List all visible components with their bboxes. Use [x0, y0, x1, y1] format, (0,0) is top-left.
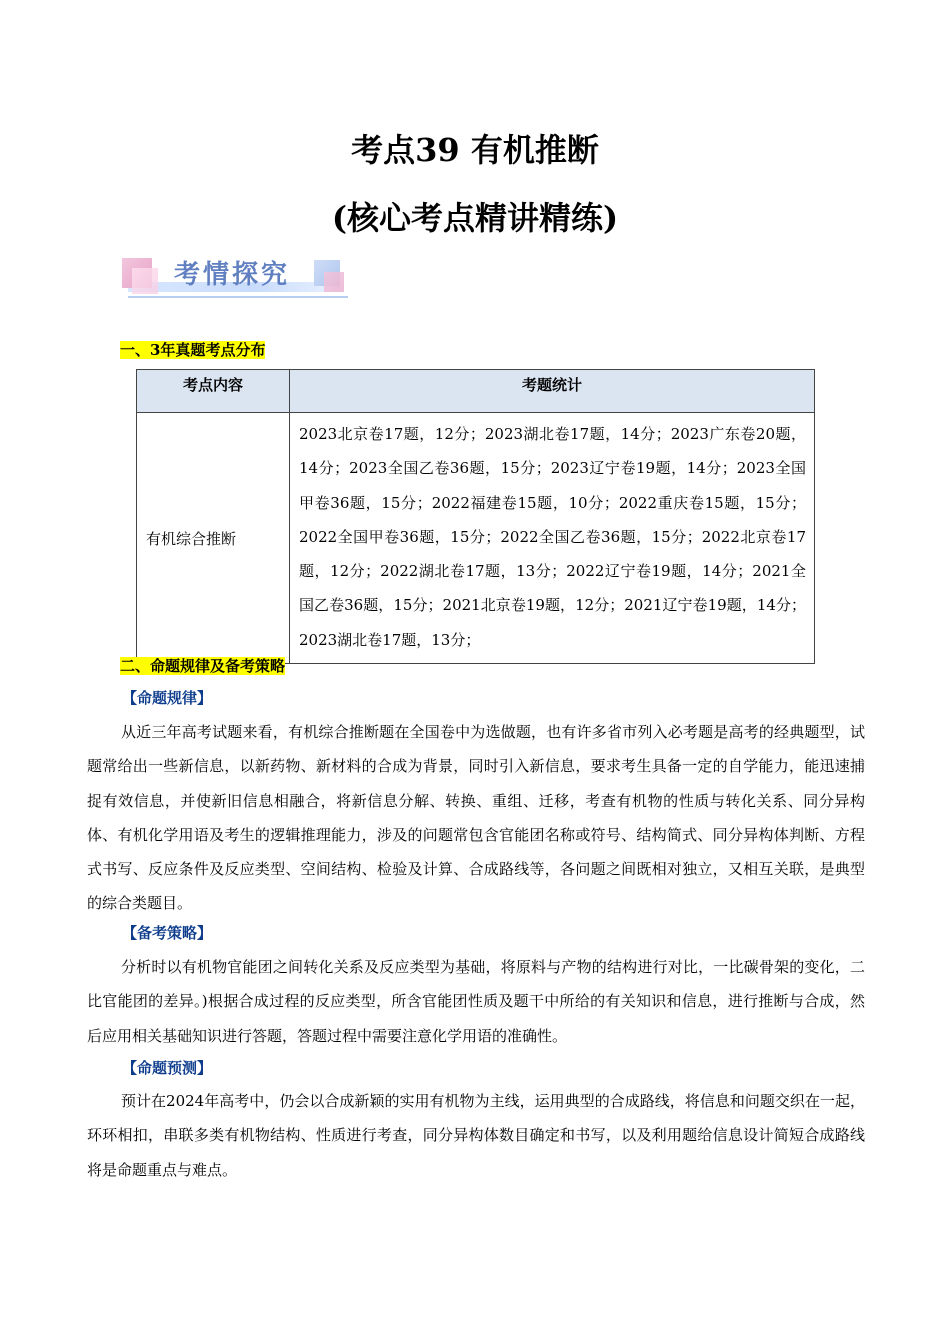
paragraph-prediction: 预计在2024年高考中，仍会以合成新颖的实用有机物为主线，运用典型的合成路线，将信息和问题交织在一起，环环相扣，串联多类有机物结构、性质进行考查，同分异构体数目确定和书写，以及利用题给信息设计简短合成路线将是命题重点与难点。 — [87, 1092, 865, 1179]
paragraph-pattern: 从近三年高考试题来看，有机综合推断题在全国卷中为选做题，也有许多省市列入必考题是高考的经典题型，试题常给出一些新信息，以新药物、新材料的合成为背景，同时引入新信息，要求考生具备一定的自学能力，能迅速捕捉有效信息，并使新旧信息相融合，将新信息分解、转换、重组、迁移，考查有机物的性质与转化关系、同分异构体、有机化学用语及考生的逻辑推理能力，涉及的问题常包含官能团名称或符号、结构简式、同分异构体判断、方程式书写、反应条件及反应类型、空间结构、检验及计算、合成路线等，各问题之间既相对独立，又相互关联，是典型的综合类题目。 — [87, 723, 865, 913]
section-heading-distribution — [120, 340, 265, 360]
section-banner — [122, 258, 348, 304]
table-row — [137, 413, 815, 664]
subheading-prediction: 【命题预测】 — [122, 1059, 213, 1077]
table-header-topic: 考点内容 — [137, 370, 290, 413]
section-heading-strategy-text: 二、命题规律及备考策略 — [120, 657, 286, 675]
table-cell-stats: 2023北京卷17题，12分；2023湖北卷17题，14分；2023广东卷20题，14分；2023全国乙卷36题，15分；2023辽宁卷19题，14分；2023全国甲卷36题，15分；2022福建卷15题，10分；2022重庆卷15题，15分；2022全国甲卷36题，15分；2022全国乙卷36题，15分；2022北京卷17题，12分；2022湖北卷17题，13分；2022辽宁卷19题，14分；2021全国乙卷36题，15分；2021北京卷19题，12分；2021辽宁卷19题，14分；2023湖北卷17题，13分； — [290, 413, 815, 664]
subheading-strategy: 【备考策略】 — [122, 924, 213, 942]
paragraph-strategy: 分析时以有机物官能团之间转化关系及反应类型为基础，将原料与产物的结构进行对比，一比碳骨架的变化，二比官能团的差异。)根据合成过程的反应类型，所含官能团性质及题干中所给的有关知识和信息，进行推断与合成，然后应用相关基础知识进行答题，答题过程中需要注意化学用语的准确性。 — [87, 958, 865, 1045]
table-header-stats: 考题统计 — [290, 370, 815, 413]
section-heading-strategy — [120, 656, 285, 676]
subheading-pattern: 【命题规律】 — [122, 689, 213, 707]
table-cell-topic: 有机综合推断 — [137, 413, 290, 664]
banner-square-right-overlay-decoration — [324, 272, 344, 292]
banner-underline-decoration — [128, 296, 348, 298]
page-title: 考点39 有机推断 — [351, 131, 599, 169]
section-heading-distribution-text: 一、3年真题考点分布 — [120, 341, 266, 359]
exam-stats-table — [136, 369, 815, 664]
banner-label: 考情探究 — [174, 260, 291, 290]
table-header-row — [137, 370, 815, 413]
page-subtitle: (核心考点精讲精练) — [331, 199, 619, 237]
banner-square-left-overlay-decoration — [132, 268, 158, 294]
